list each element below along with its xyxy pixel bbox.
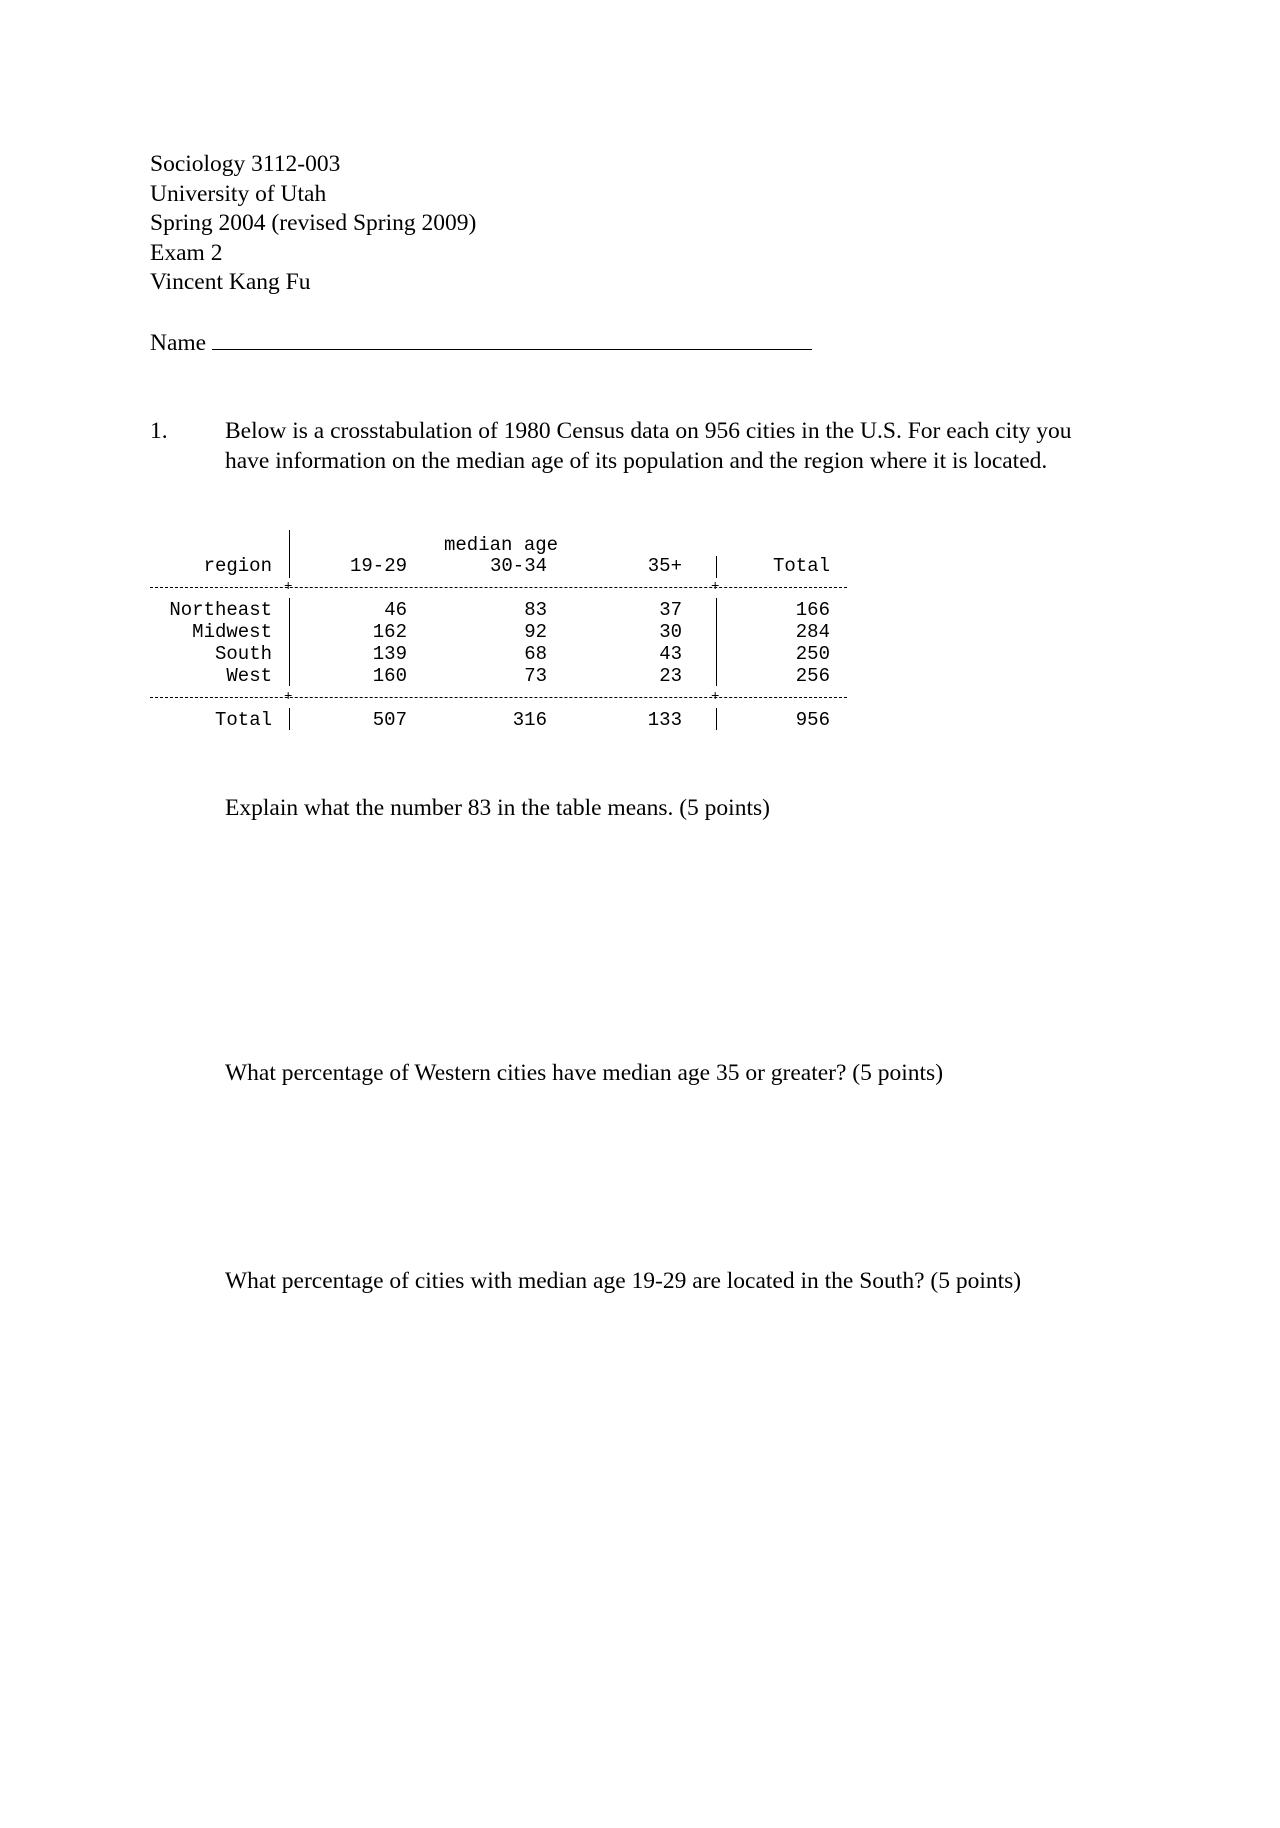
table-cell: 83 xyxy=(524,599,547,621)
row-label: West xyxy=(226,665,272,687)
table-cell: 37 xyxy=(659,599,682,621)
question-intro: Below is a crosstabulation of 1980 Census data on 956 cities in the U.S. For each city you have information on the median age of its population and the region where it is located. xyxy=(225,418,1072,474)
column-header-total: Total xyxy=(772,555,830,577)
course-title: Sociology 3112-003 xyxy=(150,151,341,177)
subquestion-2: What percentage of Western cities have median age 35 or greater? (5 points) xyxy=(225,1060,944,1086)
table-cell: 92 xyxy=(524,621,547,643)
column-total: 133 xyxy=(647,709,682,731)
question-number: 1. xyxy=(150,418,168,444)
total-separator xyxy=(716,708,717,730)
row-label: South xyxy=(214,643,272,665)
row-total: 166 xyxy=(795,599,830,621)
exam-header xyxy=(150,150,476,298)
divider-junction: + xyxy=(711,579,720,595)
row-var-separator xyxy=(289,708,290,730)
grand-total: 956 xyxy=(795,709,830,731)
name-blank-line[interactable] xyxy=(212,327,812,350)
column-total: 507 xyxy=(372,709,407,731)
name-field[interactable] xyxy=(150,327,812,359)
exam-title: Exam 2 xyxy=(150,239,223,266)
col-var-label: median age xyxy=(444,534,559,556)
table-cell: 160 xyxy=(372,665,407,687)
total-separator xyxy=(716,598,717,686)
header-divider xyxy=(150,587,847,588)
university-name: University of Utah xyxy=(150,180,327,207)
table-cell: 68 xyxy=(524,643,547,665)
column-header: 30-34 xyxy=(489,555,547,577)
name-label: Name xyxy=(150,330,207,356)
table-cell: 46 xyxy=(384,599,407,621)
row-var-label: region xyxy=(203,555,272,577)
table-cell: 73 xyxy=(524,665,547,687)
row-total: 250 xyxy=(795,643,830,665)
divider-junction: + xyxy=(284,689,293,705)
row-var-separator xyxy=(289,598,290,686)
row-var-separator xyxy=(289,530,290,578)
column-header: 35+ xyxy=(647,555,682,577)
subquestion-3: What percentage of cities with median age 19-29 are located in the South? (5 points) xyxy=(225,1268,1022,1294)
total-separator xyxy=(716,556,717,578)
row-label: Midwest xyxy=(192,621,272,643)
term: Spring 2004 (revised Spring 2009) xyxy=(150,210,477,236)
divider-junction: + xyxy=(284,579,293,595)
table-cell: 162 xyxy=(372,621,407,643)
row-total: 284 xyxy=(795,621,830,643)
row-total: 256 xyxy=(795,665,830,687)
table-cell: 139 xyxy=(372,643,407,665)
row-label: Northeast xyxy=(169,599,272,621)
column-header: 19-29 xyxy=(349,555,407,577)
instructor-name: Vincent Kang Fu xyxy=(150,269,311,295)
totals-label: Total xyxy=(214,709,272,731)
total-divider xyxy=(150,697,847,698)
subquestion-1: Explain what the number 83 in the table means. (5 points) xyxy=(225,795,770,821)
divider-junction: + xyxy=(711,689,720,705)
table-cell: 43 xyxy=(659,643,682,665)
crosstab-table xyxy=(150,530,870,740)
table-cell: 30 xyxy=(659,621,682,643)
column-total: 316 xyxy=(512,709,547,731)
table-cell: 23 xyxy=(659,665,682,687)
